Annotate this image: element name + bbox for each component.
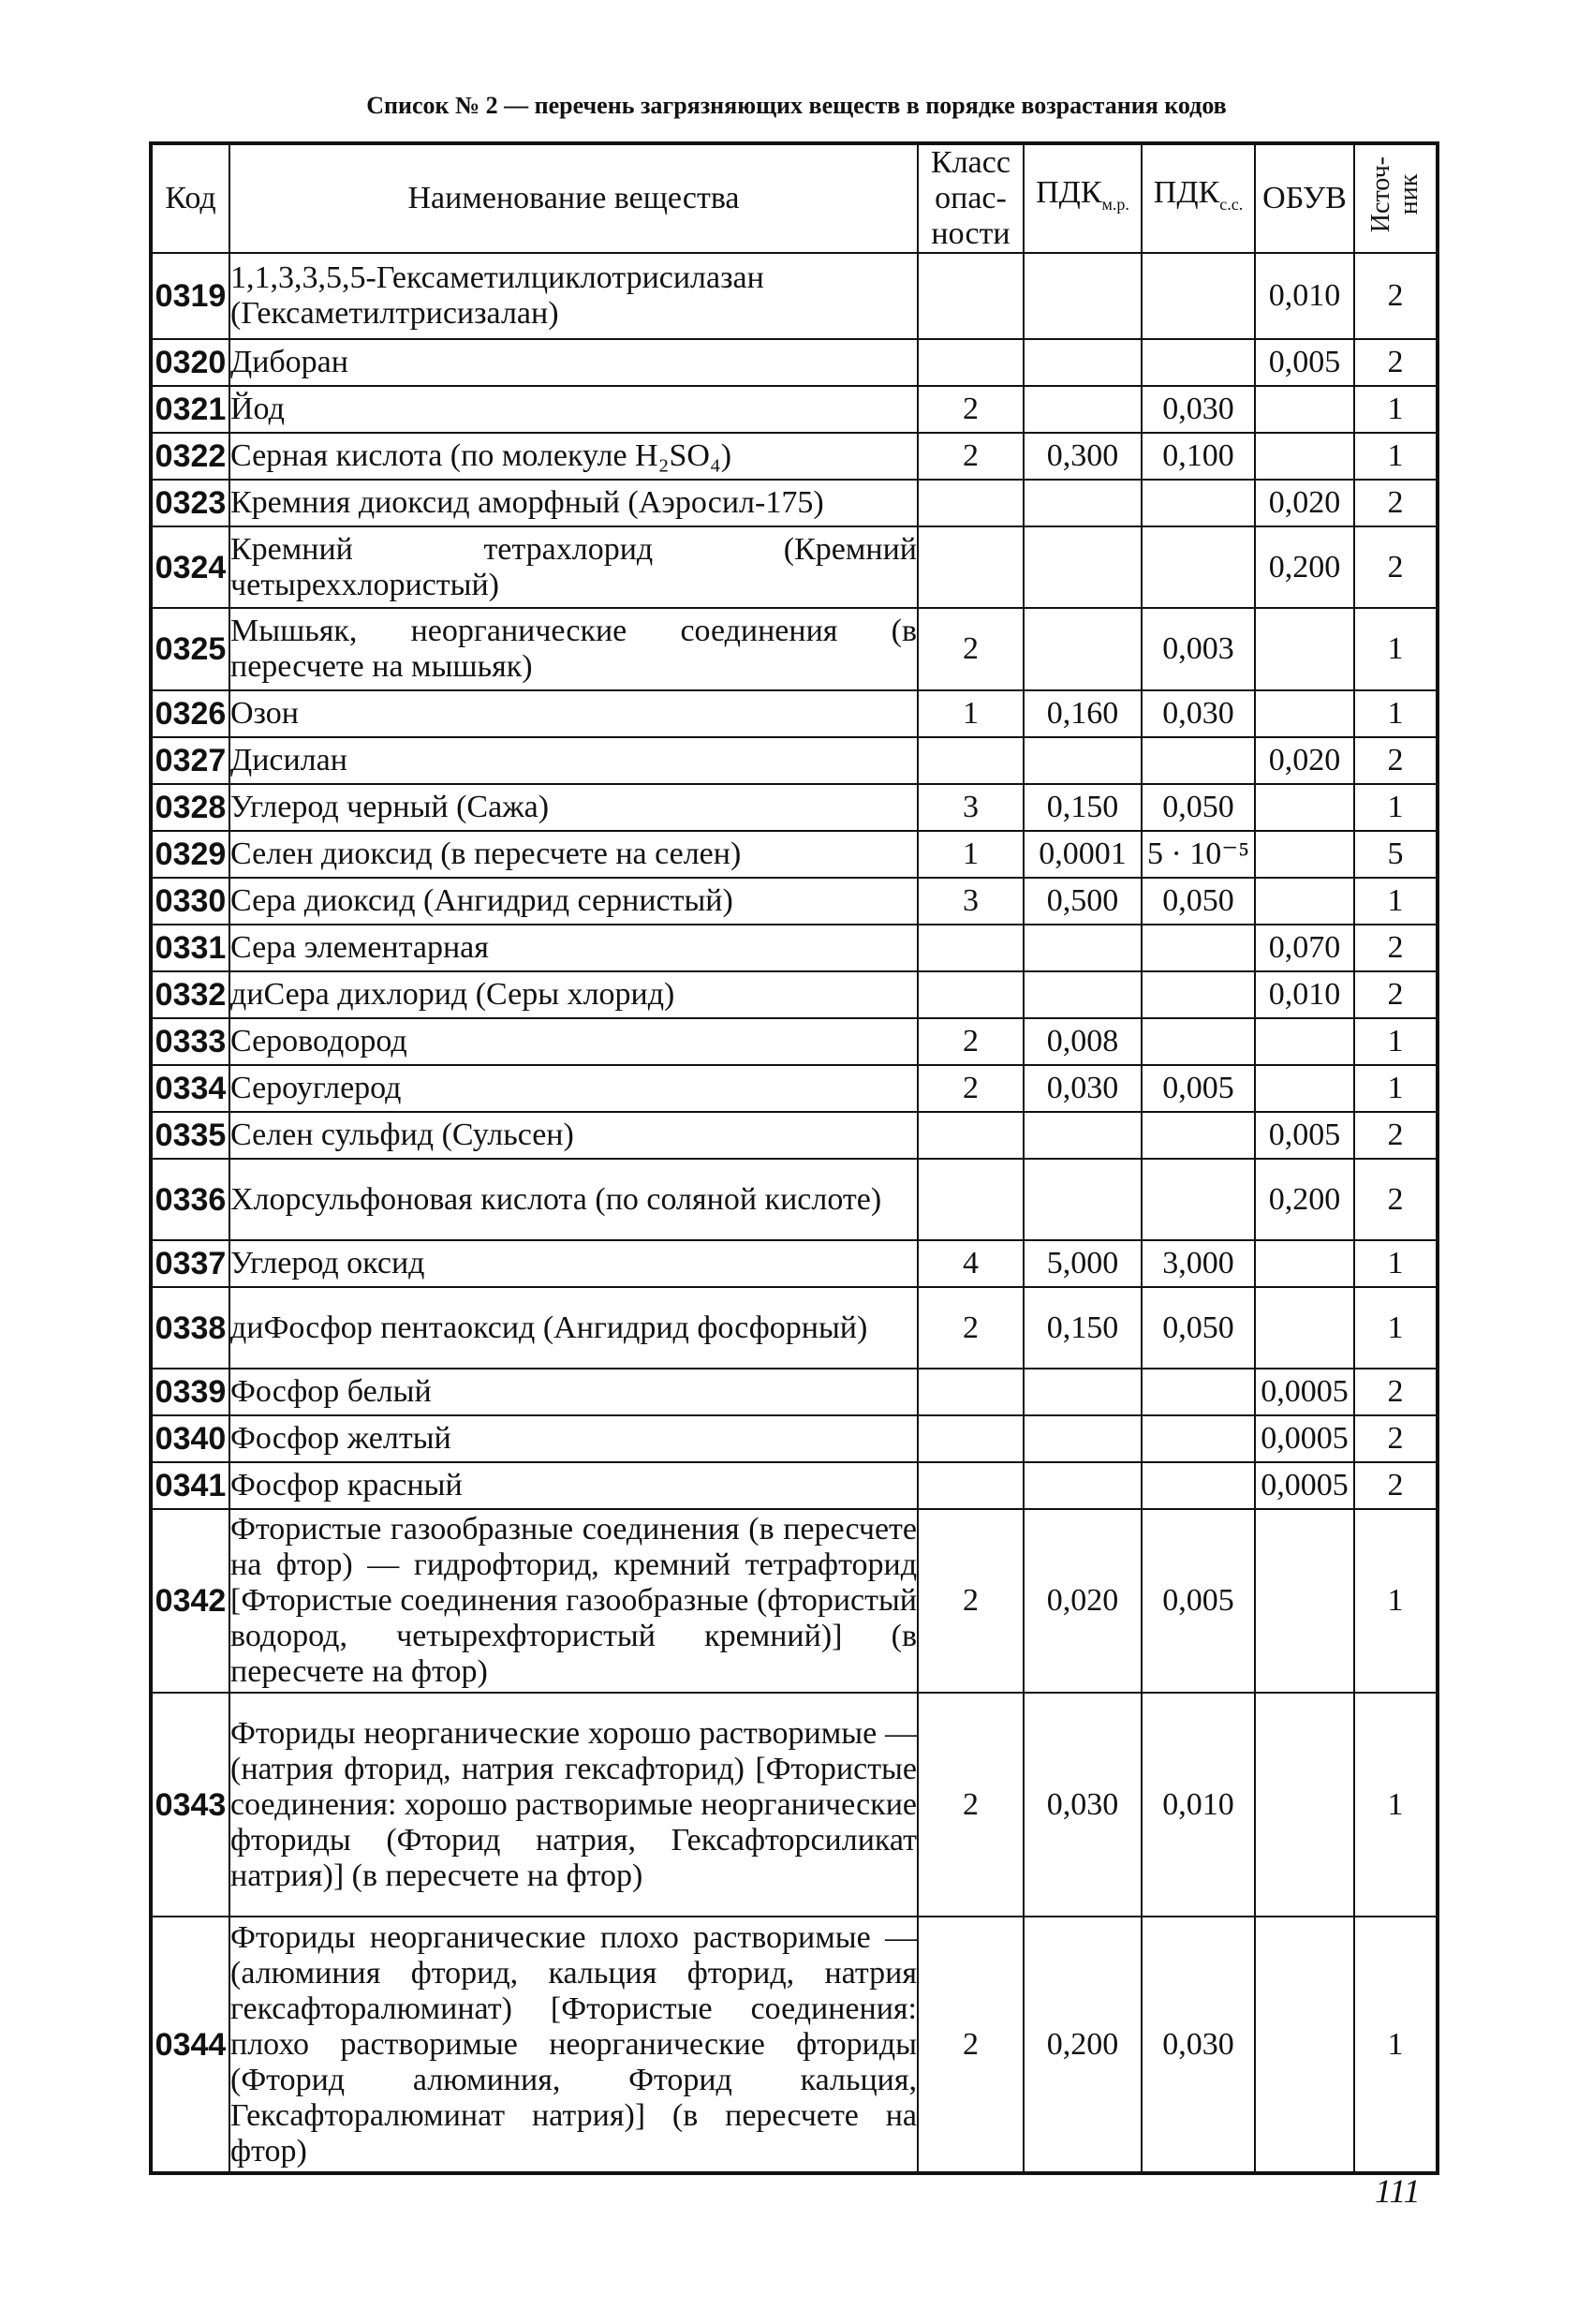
- cell-hazard-class: 2: [918, 1287, 1024, 1369]
- cell-obuv: [1255, 831, 1354, 878]
- cell-pdk-mr: [1024, 925, 1142, 971]
- cell-obuv: [1255, 1065, 1354, 1112]
- cell-name: Сероводород: [229, 1018, 918, 1065]
- cell-pdk-mr: 0,200: [1024, 1917, 1142, 2173]
- table-row: [151, 608, 1438, 690]
- cell-name: Дисилан: [229, 737, 918, 784]
- cell-hazard-class: [918, 737, 1024, 784]
- cell-pdk-mr: [1024, 608, 1142, 690]
- cell-source: 1: [1354, 1509, 1438, 1693]
- cell-code: 0331: [151, 925, 229, 971]
- table-row: [151, 1415, 1438, 1462]
- cell-source: 1: [1354, 1240, 1438, 1287]
- cell-code: 0320: [151, 339, 229, 386]
- cell-hazard-class: [918, 925, 1024, 971]
- cell-source: 2: [1354, 971, 1438, 1018]
- cell-obuv: [1255, 878, 1354, 925]
- header-source: [1354, 143, 1438, 253]
- cell-code: 0321: [151, 386, 229, 433]
- header-code: Код: [151, 143, 229, 253]
- table-row: [151, 971, 1438, 1018]
- cell-source: 1: [1354, 608, 1438, 690]
- cell-hazard-class: 2: [918, 1917, 1024, 2173]
- cell-name: Фосфор белый: [229, 1369, 918, 1415]
- cell-source: 1: [1354, 1018, 1438, 1065]
- cell-pdk-ss: [1142, 339, 1255, 386]
- cell-code: 0344: [151, 1917, 229, 2173]
- header-pdk-ss: [1142, 143, 1255, 253]
- table-row: [151, 925, 1438, 971]
- header-pdk-mr-label: ПДК: [1036, 175, 1102, 211]
- cell-obuv: 0,020: [1255, 737, 1354, 784]
- cell-obuv: [1255, 433, 1354, 480]
- cell-name: Мышьяк, неорганические соединения (в пересчете на мышьяк): [229, 608, 918, 690]
- cell-pdk-ss: [1142, 1462, 1255, 1509]
- cell-pdk-ss: [1142, 971, 1255, 1018]
- cell-obuv: 0,0005: [1255, 1415, 1354, 1462]
- cell-code: 0327: [151, 737, 229, 784]
- cell-source: 2: [1354, 925, 1438, 971]
- cell-code: 0322: [151, 433, 229, 480]
- table-row: [151, 1369, 1438, 1415]
- cell-code: 0326: [151, 690, 229, 737]
- table-row: [151, 1693, 1438, 1917]
- table-row: [151, 737, 1438, 784]
- cell-pdk-mr: 0,150: [1024, 1287, 1142, 1369]
- cell-name: Хлорсульфоновая кислота (по соляной кислоте): [229, 1159, 918, 1240]
- cell-pdk-mr: [1024, 1462, 1142, 1509]
- table-row: [151, 1509, 1438, 1693]
- cell-name: Селен сульфид (Сульсен): [229, 1112, 918, 1159]
- cell-source: 1: [1354, 1065, 1438, 1112]
- cell-code: 0340: [151, 1415, 229, 1462]
- cell-pdk-ss: 0,010: [1142, 1693, 1255, 1917]
- cell-hazard-class: [918, 339, 1024, 386]
- cell-pdk-mr: [1024, 253, 1142, 339]
- table-row: [151, 480, 1438, 526]
- cell-hazard-class: 3: [918, 878, 1024, 925]
- cell-source: 2: [1354, 737, 1438, 784]
- cell-pdk-mr: [1024, 339, 1142, 386]
- cell-pdk-ss: 0,100: [1142, 433, 1255, 480]
- cell-hazard-class: 2: [918, 1018, 1024, 1065]
- cell-name: Селен диоксид (в пересчете на селен): [229, 831, 918, 878]
- cell-hazard-class: 2: [918, 386, 1024, 433]
- cell-pdk-ss: [1142, 526, 1255, 608]
- cell-pdk-mr: 0,008: [1024, 1018, 1142, 1065]
- cell-pdk-ss: [1142, 737, 1255, 784]
- cell-obuv: [1255, 1240, 1354, 1287]
- table-row: [151, 1240, 1438, 1287]
- table-row: [151, 784, 1438, 831]
- cell-code: 0332: [151, 971, 229, 1018]
- cell-code: 0334: [151, 1065, 229, 1112]
- cell-pdk-ss: [1142, 253, 1255, 339]
- cell-obuv: [1255, 608, 1354, 690]
- cell-pdk-ss: [1142, 1369, 1255, 1415]
- cell-hazard-class: 2: [918, 1509, 1024, 1693]
- cell-obuv: 0,070: [1255, 925, 1354, 971]
- cell-name: Фосфор желтый: [229, 1415, 918, 1462]
- cell-name: Фториды неорганические плохо растворимые — (алюминия фторид, кальция фторид, натрия гексафторалюминат) [Фтористые соединения: плохо растворимые неорганические фториды (Фторид алюминия, Фторид кальция, Гексафторалюминат натрия)] (в пересчете на фтор): [229, 1917, 918, 2173]
- cell-pdk-ss: 0,050: [1142, 878, 1255, 925]
- cell-source: 1: [1354, 433, 1438, 480]
- cell-source: 2: [1354, 1369, 1438, 1415]
- cell-pdk-ss: 0,030: [1142, 690, 1255, 737]
- cell-obuv: [1255, 1917, 1354, 2173]
- table-row: [151, 878, 1438, 925]
- cell-pdk-ss: 0,030: [1142, 386, 1255, 433]
- cell-hazard-class: [918, 526, 1024, 608]
- cell-pdk-mr: [1024, 1369, 1142, 1415]
- cell-obuv: [1255, 386, 1354, 433]
- cell-pdk-mr: [1024, 737, 1142, 784]
- cell-source: 1: [1354, 1917, 1438, 2173]
- cell-source: 1: [1354, 1287, 1438, 1369]
- cell-pdk-mr: 0,160: [1024, 690, 1142, 737]
- cell-pdk-mr: 0,030: [1024, 1065, 1142, 1112]
- table-row: [151, 386, 1438, 433]
- cell-name: Углерод оксид: [229, 1240, 918, 1287]
- cell-pdk-mr: 0,500: [1024, 878, 1142, 925]
- cell-code: 0319: [151, 253, 229, 339]
- cell-name: Фтористые газообразные соединения (в пересчете на фтор) — гидрофторид, кремний тетрафторид [Фтористые соединения газообразные (фтористый водород, четырехфтористый кремний)] (в пересчете на фтор): [229, 1509, 918, 1693]
- cell-obuv: [1255, 1018, 1354, 1065]
- cell-name: Фосфор красный: [229, 1462, 918, 1509]
- cell-name: диФосфор пентаоксид (Ангидрид фосфорный): [229, 1287, 918, 1369]
- cell-source: 2: [1354, 1462, 1438, 1509]
- cell-pdk-mr: 0,300: [1024, 433, 1142, 480]
- cell-name: Углерод черный (Сажа): [229, 784, 918, 831]
- cell-obuv: [1255, 690, 1354, 737]
- table-row: [151, 1018, 1438, 1065]
- cell-hazard-class: 2: [918, 433, 1024, 480]
- cell-code: 0328: [151, 784, 229, 831]
- header-pdk-mr: [1024, 143, 1142, 253]
- table-body: [151, 253, 1438, 2173]
- cell-obuv: 0,0005: [1255, 1462, 1354, 1509]
- header-row: [151, 143, 1438, 253]
- cell-hazard-class: [918, 1159, 1024, 1240]
- cell-name: Кремния диоксид аморфный (Аэросил-175): [229, 480, 918, 526]
- cell-code: 0337: [151, 1240, 229, 1287]
- cell-code: 0330: [151, 878, 229, 925]
- cell-hazard-class: 3: [918, 784, 1024, 831]
- cell-name: Озон: [229, 690, 918, 737]
- cell-source: 1: [1354, 690, 1438, 737]
- header-pdk-ss-sub: с.с.: [1219, 194, 1244, 214]
- cell-source: 1: [1354, 386, 1438, 433]
- cell-code: 0329: [151, 831, 229, 878]
- cell-pdk-ss: 5 · 10⁻⁵: [1142, 831, 1255, 878]
- cell-name: Сера элементарная: [229, 925, 918, 971]
- cell-name: 1,1,3,3,5,5-Гексаметилциклотрисилазан (Гексаметилтрисизалан): [229, 253, 918, 339]
- table-row: [151, 1287, 1438, 1369]
- cell-pdk-ss: 0,030: [1142, 1917, 1255, 2173]
- table-row: [151, 1917, 1438, 2173]
- cell-source: 1: [1354, 1693, 1438, 1917]
- cell-pdk-ss: 0,050: [1142, 1287, 1255, 1369]
- cell-name: диСера дихлорид (Серы хлорид): [229, 971, 918, 1018]
- cell-obuv: 0,0005: [1255, 1369, 1354, 1415]
- cell-pdk-mr: [1024, 526, 1142, 608]
- header-name: Наименование вещества: [229, 143, 918, 253]
- table-row: [151, 1112, 1438, 1159]
- cell-obuv: 0,005: [1255, 1112, 1354, 1159]
- cell-pdk-ss: 0,005: [1142, 1509, 1255, 1693]
- cell-hazard-class: [918, 253, 1024, 339]
- cell-code: 0324: [151, 526, 229, 608]
- cell-pdk-ss: 3,000: [1142, 1240, 1255, 1287]
- cell-code: 0339: [151, 1369, 229, 1415]
- cell-hazard-class: [918, 1462, 1024, 1509]
- cell-pdk-mr: [1024, 386, 1142, 433]
- cell-obuv: [1255, 1509, 1354, 1693]
- cell-pdk-mr: 0,020: [1024, 1509, 1142, 1693]
- cell-obuv: 0,005: [1255, 339, 1354, 386]
- cell-pdk-ss: [1142, 480, 1255, 526]
- cell-pdk-ss: 0,005: [1142, 1065, 1255, 1112]
- cell-hazard-class: [918, 480, 1024, 526]
- cell-code: 0323: [151, 480, 229, 526]
- cell-pdk-mr: [1024, 1159, 1142, 1240]
- cell-pdk-ss: 0,050: [1142, 784, 1255, 831]
- table-row: [151, 253, 1438, 339]
- cell-name: Серная кислота (по молекуле H₂SO₄): [229, 433, 918, 480]
- cell-name: Фториды неорганические хорошо растворимые — (натрия фторид, натрия гексафторид) [Фтористые соединения: хорошо растворимые неорганические фториды (Фторид натрия, Гексафторсиликат натрия)] (в пересчете на фтор): [229, 1693, 918, 1917]
- cell-obuv: 0,020: [1255, 480, 1354, 526]
- cell-source: 2: [1354, 1112, 1438, 1159]
- cell-name: Диборан: [229, 339, 918, 386]
- cell-obuv: 0,010: [1255, 971, 1354, 1018]
- table-row: [151, 1065, 1438, 1112]
- cell-obuv: 0,200: [1255, 526, 1354, 608]
- cell-hazard-class: [918, 1369, 1024, 1415]
- cell-name: Йод: [229, 386, 918, 433]
- header-pdk-ss-label: ПДК: [1153, 175, 1220, 211]
- cell-hazard-class: [918, 1112, 1024, 1159]
- cell-name: Сероуглерод: [229, 1065, 918, 1112]
- cell-code: 0335: [151, 1112, 229, 1159]
- table-row: [151, 1159, 1438, 1240]
- cell-hazard-class: [918, 971, 1024, 1018]
- table-row: [151, 831, 1438, 878]
- cell-pdk-ss: [1142, 1018, 1255, 1065]
- cell-code: 0343: [151, 1693, 229, 1917]
- cell-pdk-mr: 0,0001: [1024, 831, 1142, 878]
- cell-pdk-ss: [1142, 1159, 1255, 1240]
- cell-source: 2: [1354, 1159, 1438, 1240]
- cell-code: 0342: [151, 1509, 229, 1693]
- cell-pdk-ss: [1142, 925, 1255, 971]
- table-row: [151, 433, 1438, 480]
- table-row: [151, 690, 1438, 737]
- cell-code: 0336: [151, 1159, 229, 1240]
- cell-hazard-class: [918, 1415, 1024, 1462]
- header-pdk-mr-sub: м.р.: [1101, 194, 1129, 214]
- cell-pdk-mr: [1024, 1415, 1142, 1462]
- cell-source: 2: [1354, 480, 1438, 526]
- cell-obuv: [1255, 1287, 1354, 1369]
- document-title: Список № 2 — перечень загрязняющих веществ в порядке возрастания кодов: [366, 92, 1227, 119]
- cell-obuv: 0,010: [1255, 253, 1354, 339]
- cell-pdk-ss: [1142, 1112, 1255, 1159]
- cell-hazard-class: 2: [918, 1693, 1024, 1917]
- table-row: [151, 1462, 1438, 1509]
- cell-hazard-class: 1: [918, 831, 1024, 878]
- page-number: 111: [1375, 2172, 1421, 2210]
- cell-hazard-class: 4: [918, 1240, 1024, 1287]
- cell-obuv: [1255, 784, 1354, 831]
- table-row: [151, 339, 1438, 386]
- cell-code: 0325: [151, 608, 229, 690]
- cell-source: 2: [1354, 1415, 1438, 1462]
- header-source-label: Источ- ник: [1366, 155, 1423, 233]
- cell-source: 1: [1354, 784, 1438, 831]
- cell-pdk-mr: 5,000: [1024, 1240, 1142, 1287]
- cell-pdk-mr: [1024, 971, 1142, 1018]
- cell-pdk-mr: [1024, 480, 1142, 526]
- cell-hazard-class: 1: [918, 690, 1024, 737]
- cell-name: Сера диоксид (Ангидрид сернистый): [229, 878, 918, 925]
- cell-obuv: [1255, 1693, 1354, 1917]
- cell-source: 2: [1354, 339, 1438, 386]
- cell-pdk-ss: 0,003: [1142, 608, 1255, 690]
- header-hazard-class: Класс опас- ности: [918, 143, 1024, 253]
- table-row: [151, 526, 1438, 608]
- cell-pdk-mr: [1024, 1112, 1142, 1159]
- cell-source: 2: [1354, 253, 1438, 339]
- cell-pdk-mr: 0,150: [1024, 784, 1142, 831]
- cell-code: 0338: [151, 1287, 229, 1369]
- cell-code: 0333: [151, 1018, 229, 1065]
- cell-obuv: 0,200: [1255, 1159, 1354, 1240]
- cell-code: 0341: [151, 1462, 229, 1509]
- cell-source: 2: [1354, 526, 1438, 608]
- cell-pdk-ss: [1142, 1415, 1255, 1462]
- header-obuv: ОБУВ: [1255, 143, 1354, 253]
- cell-name: Кремний тетрахлорид (Кремний четыреххлористый): [229, 526, 918, 608]
- cell-source: 5: [1354, 831, 1438, 878]
- cell-pdk-mr: 0,030: [1024, 1693, 1142, 1917]
- cell-source: 1: [1354, 878, 1438, 925]
- cell-hazard-class: 2: [918, 608, 1024, 690]
- cell-hazard-class: 2: [918, 1065, 1024, 1112]
- pollutants-table: [149, 141, 1439, 2175]
